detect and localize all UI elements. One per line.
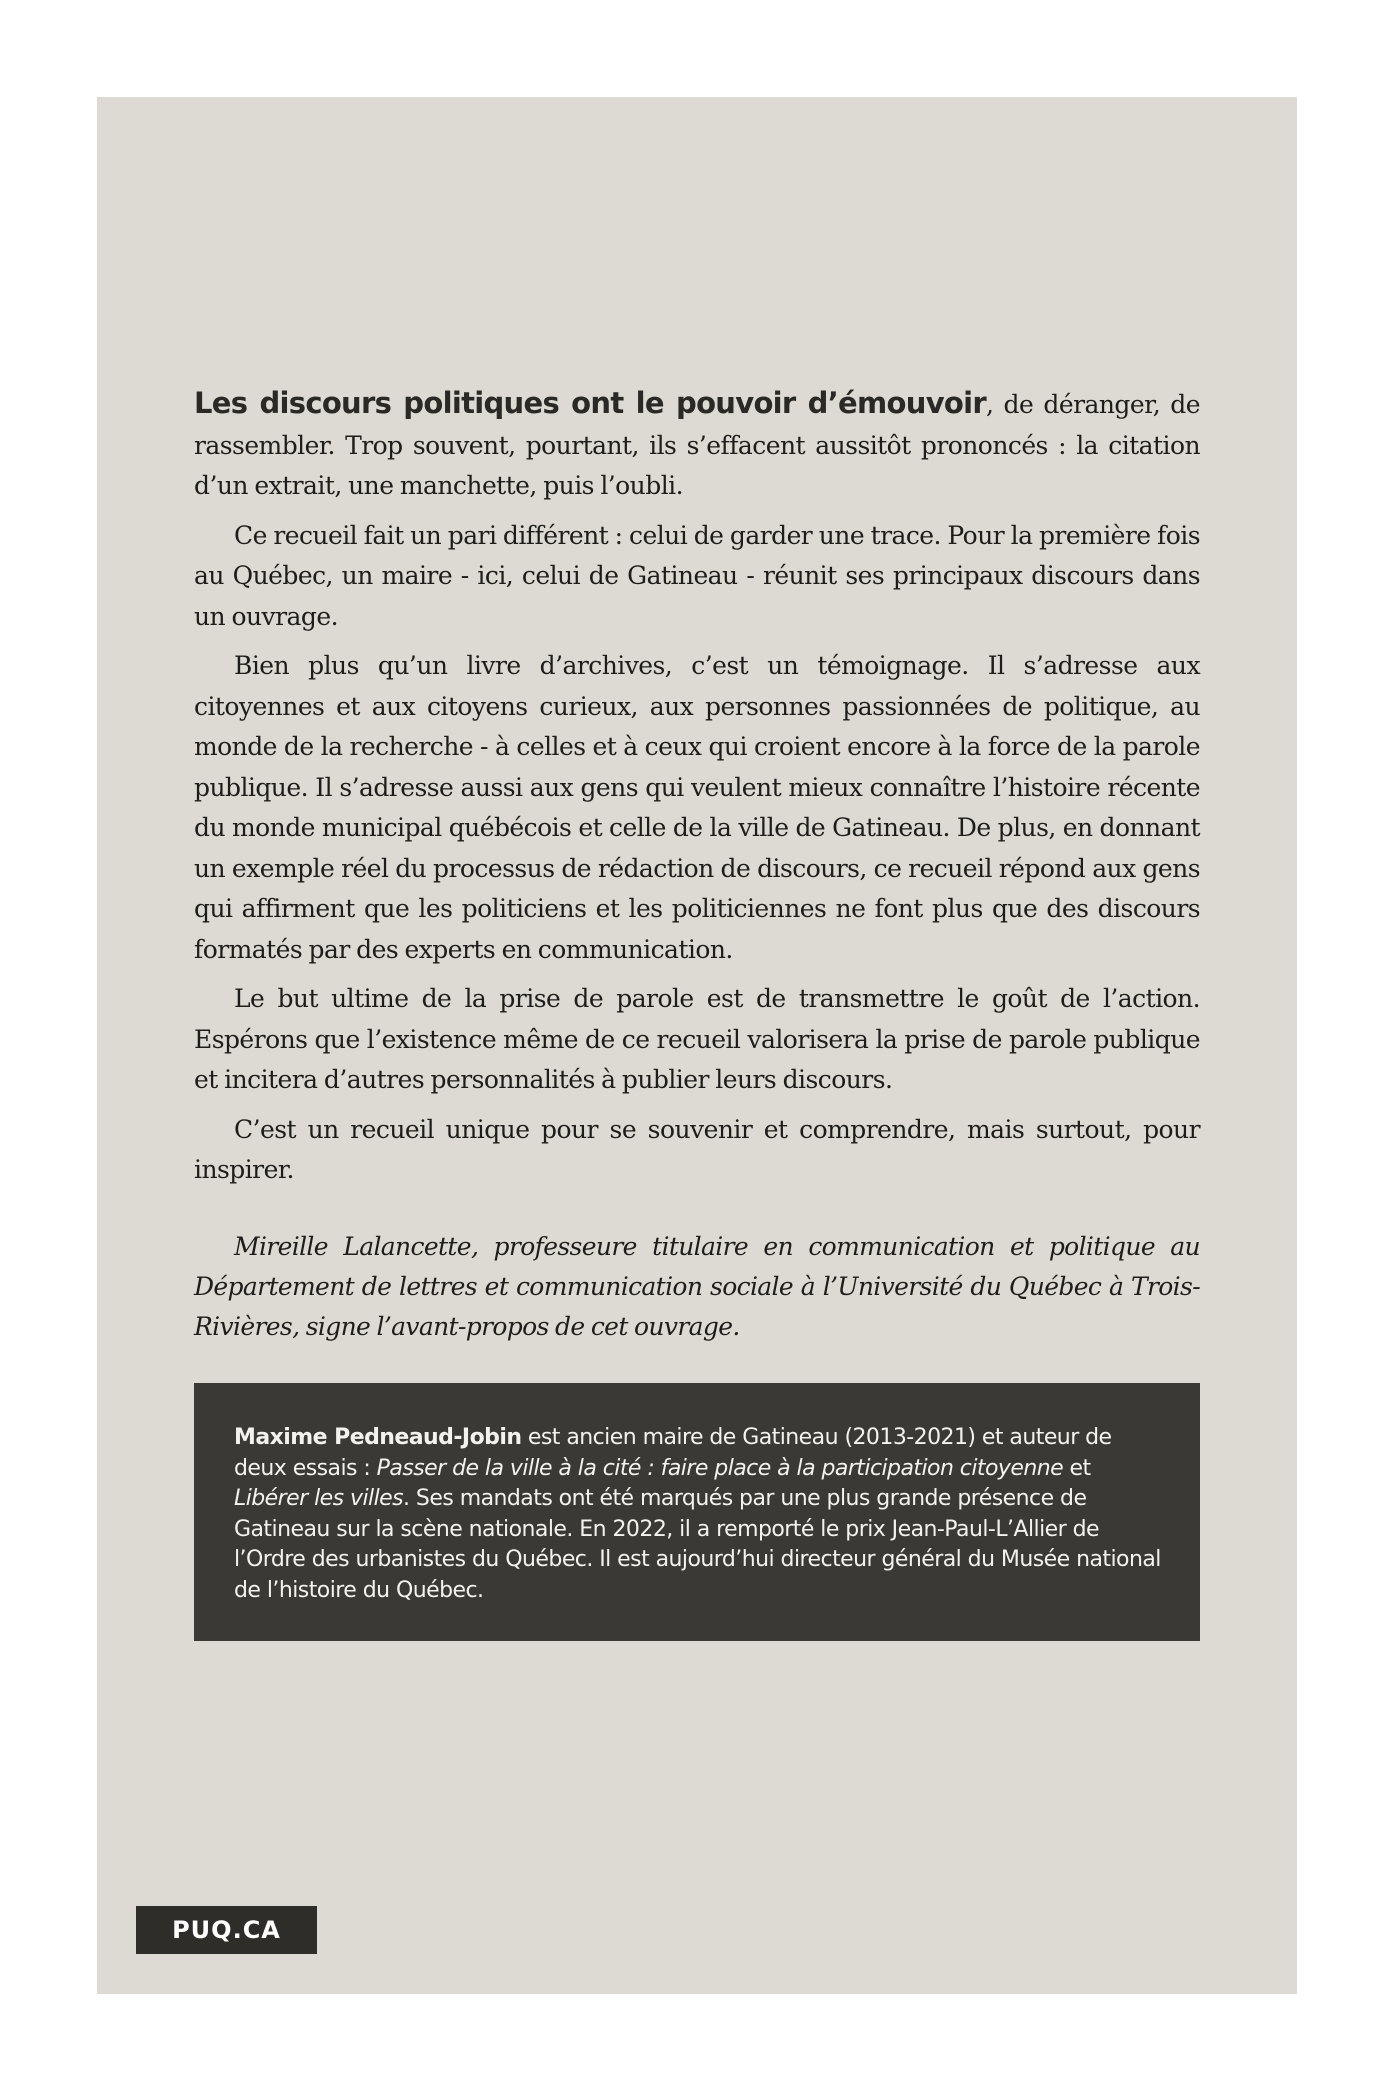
blurb-paragraph-2: Ce recueil fait un pari différent : celui de garder une trace. Pour la première fois au Québec, un maire - ici, celui de Gatineau - réunit ses principaux discours dans un ouvrage. (194, 520, 1200, 631)
author-bio (234, 1423, 1162, 1606)
back-cover (97, 97, 1297, 1994)
author-name: Maxime Pedneaud-Jobin (234, 1425, 522, 1450)
blurb-lead: Les discours politiques ont le pouvoir d’émouvoir (194, 386, 986, 420)
blurb (194, 383, 1200, 1372)
author-book-1: Passer de la ville à la cité : faire place à la participation citoyenne (376, 1455, 1064, 1481)
author-bio-box (194, 1383, 1200, 1641)
author-book-2: Libérer les villes (234, 1486, 404, 1511)
blurb-paragraph-5: C’est un recueil unique pour se souvenir et comprendre, mais surtout, pour inspirer. (194, 1114, 1200, 1184)
author-bio-text-1: est ancien maire de Gatineau (2013-2021) et auteur de deux essais : (234, 1425, 1112, 1481)
publisher-site-badge: PUQ.CA (136, 1906, 317, 1954)
blurb-paragraph-4: Le but ultime de la prise de parole est de transmettre le goût de l’action. Espérons que l’existence même de ce recueil valorisera la prise de parole publique et incitera d’autres personnalités à publier leurs discours. (194, 984, 1200, 1094)
author-bio-text-3: . Ses mandats ont été marqués par une plus grande présence de Gatineau sur la scène nationale. En 2022, il a remporté le prix Jean-Paul-L’Allier de l’Ordre des urbanistes du Québec. Il est aujourd’hui directeur général du Musée national de l’histoire du Québec. (234, 1486, 1161, 1603)
blurb-paragraph-1 (194, 383, 1200, 507)
author-bio-text-2: et (1063, 1455, 1091, 1481)
blurb-paragraph-3: Bien plus qu’un livre d’archives, c’est un témoignage. Il s’adresse aux citoyennes et aux citoyens curieux, aux personnes passionnées de politique, au monde de la recherche - à celles et à ceux qui croient encore à la force de la parole publique. Il s’adresse aussi aux gens qui veulent mieux connaître l’histoire récente du monde municipal québécois et celle de la ville de Gatineau. De plus, en donnant un exemple réel du processus de rédaction de discours, ce recueil répond aux gens qui affirment que les politiciens et les politiciennes ne font plus que des discours formatés par des experts en communication. (194, 651, 1200, 964)
blurb-paragraph-1-text: , de déranger, de rassembler. Trop souvent, pourtant, ils s’effacent aussitôt prononcés : la citation d’un extrait, une manchette, puis l’oubli. (194, 390, 1200, 500)
foreword-signature: Mireille Lalancette, professeure titulaire en communication et politique au Département de lettres et communication sociale à l’Université du Québec à Trois-Rivières, signe l’avant-propos de cet ouvrage. (194, 1231, 1200, 1341)
